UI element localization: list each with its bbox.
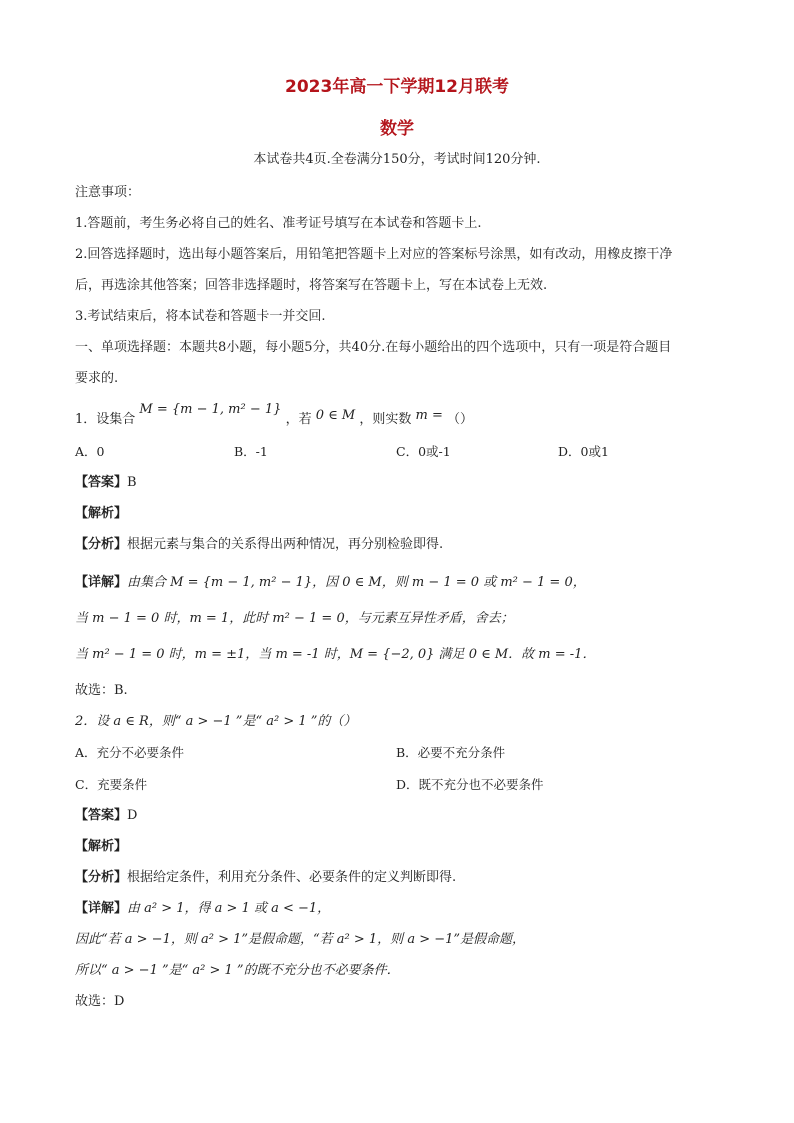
q1-stem-set: M = {m − 1, m² − 1}	[139, 402, 282, 417]
notice-item-2-cont: 后，再选涂其他答案；回答非选择题时，将答案写在答题卡上，写在本试卷上无效.	[75, 278, 548, 293]
q1-stem-text-d: （）	[447, 412, 474, 427]
q1-answer-value: B	[127, 475, 137, 490]
q1-stem-var: m =	[415, 408, 443, 423]
q2-option-c: C．充要条件	[75, 777, 148, 792]
q1-stem-text-b: ，若	[285, 412, 312, 427]
q2-detail-3: 所以“ a > −1 ”是“ a² > 1 ”的既不充分也不必要条件．	[75, 963, 400, 978]
q1-analysis	[75, 536, 443, 554]
q1-detail-3: 当 m² − 1 = 0 时，m = ±1，当 m = -1 时，M = {−2, 0} 满足 0 ∈ M．故 m = -1．	[75, 647, 596, 662]
q2-analysis-tag: 【分析】	[75, 870, 128, 885]
q2-explain-tag: 【解析】	[75, 839, 128, 854]
q2-detail-tag: 【详解】	[75, 901, 128, 916]
q1-analysis-text: 根据元素与集合的关系得出两种情况，再分别检验即得.	[127, 537, 444, 552]
q2-answer-value: D	[127, 808, 138, 823]
q1-stem-text-c: ，则实数	[359, 412, 412, 427]
q2-option-a: A．充分不必要条件	[75, 745, 185, 760]
notice-heading: 注意事项：	[75, 185, 141, 200]
notice-item-1: 1.答题前，考生务必将自己的姓名、准考证号填写在本试卷和答题卡上.	[75, 216, 482, 231]
exam-intro: 本试卷共4页.全卷满分150分，考试时间120分钟.	[253, 152, 541, 167]
q1-analysis-tag: 【分析】	[75, 537, 128, 552]
notice-item-2: 2.回答选择题时，选出每小题答案后，用铅笔把答题卡上对应的答案标号涂黑，如有改动，用橡皮擦干净	[75, 247, 673, 262]
q1-option-a: A．0	[75, 444, 105, 459]
q2-option-d: D．既不充分也不必要条件	[396, 777, 544, 792]
q2-stem: 2．设 a ∈ R，则“ a > −1 ”是“ a² > 1 ”的（）	[75, 714, 357, 729]
q1-stem	[75, 402, 474, 429]
subject-title: 数学	[380, 119, 414, 139]
q2-answer-tag: 【答案】	[75, 808, 128, 823]
q1-final: 故选：B.	[75, 683, 128, 698]
q1-option-c: C．0或-1	[396, 444, 451, 459]
section-heading-line1: 一、单项选择题：本题共8小题，每小题5分，共40分.在每小题给出的四个选项中，只有一项是符合题目	[75, 340, 672, 355]
q1-detail-1-text: 由集合 M = {m − 1, m² − 1}，因 0 ∈ M，则 m − 1 = 0 或 m² − 1 = 0，	[127, 575, 586, 590]
q1-answer-tag: 【答案】	[75, 475, 128, 490]
q1-stem-text-a: 1．设集合	[75, 412, 136, 427]
q2-analysis	[75, 869, 456, 887]
section-heading-line2: 要求的.	[75, 371, 119, 386]
q2-detail-2: 因此“若 a > −1，则 a² > 1”是假命题，“若 a² > 1，则 a > −1”是假命题，	[75, 932, 526, 947]
q2-detail-1-text: 由 a² > 1，得 a > 1 或 a < −1，	[127, 901, 331, 916]
q2-analysis-text: 根据给定条件，利用充分条件、必要条件的定义判断即得.	[127, 870, 457, 885]
q1-detail-tag: 【详解】	[75, 575, 128, 590]
q2-answer	[75, 807, 137, 825]
q1-option-b: B．-1	[234, 444, 268, 459]
q1-stem-member: 0 ∈ M	[315, 408, 356, 423]
notice-item-3: 3.考试结束后，将本试卷和答题卡一并交回.	[75, 309, 326, 324]
q1-answer	[75, 474, 137, 492]
q2-detail-1	[75, 900, 330, 918]
q2-option-b: B．必要不充分条件	[396, 745, 506, 760]
exam-title: 2023年高一下学期12月联考	[285, 77, 509, 97]
q1-option-d: D．0或1	[558, 444, 609, 459]
q1-detail-2: 当 m − 1 = 0 时，m = 1，此时 m² − 1 = 0，与元素互异性矛盾，舍去；	[75, 611, 514, 626]
q1-explain-tag: 【解析】	[75, 506, 128, 521]
q2-final: 故选：D	[75, 994, 125, 1009]
q1-detail-1	[75, 574, 586, 592]
